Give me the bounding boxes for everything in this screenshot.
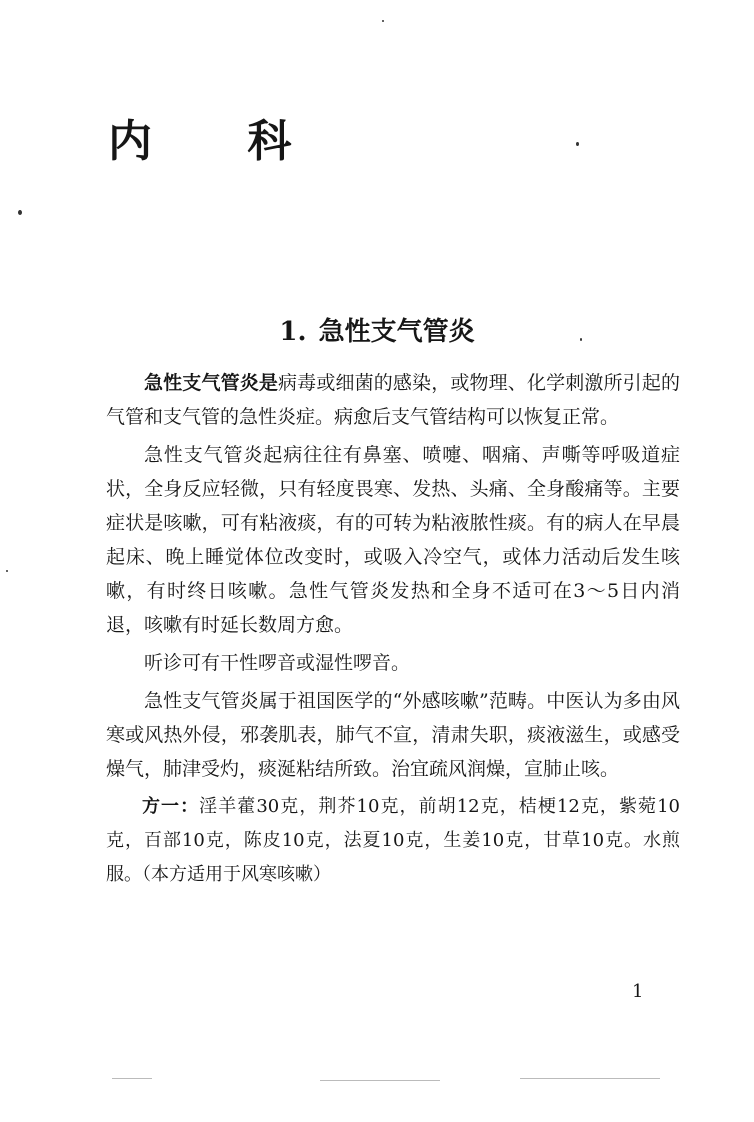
scan-speck [580, 338, 582, 341]
paragraph-lead: 急性支气管炎是 [144, 372, 279, 394]
scan-rule [520, 1078, 660, 1079]
paragraph-text: 急性支气管炎属于祖国医学的“外感咳嗽”范畴。中医认为多由风寒或风热外侵，邪袭肌表，肺气不宣，清肃失职，痰液滋生，或感受燥气，肺津受灼，痰涎粘结所致。治宜疏风润燥，宣肺止咳。 [106, 690, 680, 780]
paragraph-formula-one [106, 790, 680, 892]
body-text [106, 366, 680, 896]
scan-speck [576, 142, 579, 146]
scan-rule [112, 1078, 152, 1079]
formula-label: 方一： [142, 796, 200, 817]
scan-speck [6, 570, 8, 572]
scan-speck [382, 20, 384, 22]
formula-text: 淫羊藿30克，荆芥10克，前胡12克，桔梗12克，紫菀10克，百部10克，陈皮10克，法夏10克，生姜10克，甘草10克。水煎服。（本方适用于风寒咳嗽） [106, 796, 680, 885]
page-number: 1 [632, 981, 644, 1002]
chapter-title: 内 科 [108, 116, 332, 167]
paragraph-text: 病毒或细菌的感染，或物理、化学刺激所引起的气管和支气管的急性炎症。病愈后支气管结构可以恢复正常。 [106, 372, 680, 428]
section-number: 1. [279, 317, 307, 347]
paragraph-text: 急性支气管炎起病往往有鼻塞、喷嚏、咽痛、声嘶等呼吸道症状，全身反应轻微，只有轻度畏寒、发热、头痛、全身酸痛等。主要症状是咳嗽，可有粘液痰，有的可转为粘液脓性痰。有的病人在早晨起床、晚上睡觉体位改变时，或吸入冷空气，或体力活动后发生咳嗽，有时终日咳嗽。急性气管炎发热和全身不适可在3～5日内消退，咳嗽有时延长数周方愈。 [106, 444, 680, 636]
paragraph-tcm [106, 684, 680, 786]
section-heading [0, 312, 754, 352]
paragraph-symptoms [106, 438, 680, 642]
paragraph-definition [106, 366, 680, 434]
paragraph-auscultation [106, 646, 680, 680]
scan-rule [320, 1080, 440, 1081]
scan-speck [18, 210, 22, 215]
paragraph-text: 听诊可有干性啰音或湿性啰音。 [144, 652, 411, 674]
section-title: 急性支气管炎 [318, 317, 475, 347]
